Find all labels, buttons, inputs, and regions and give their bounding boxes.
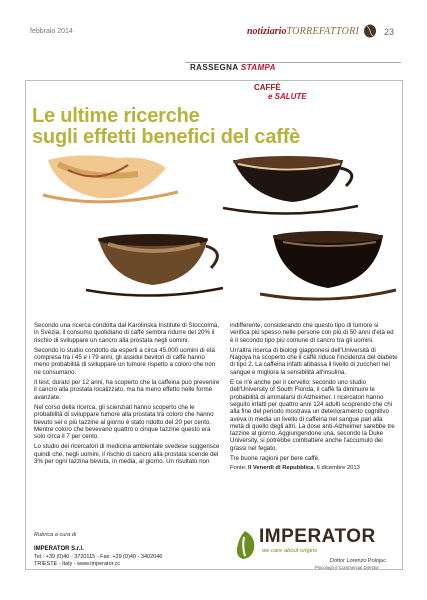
article-paragraph: Secondo lo studio condotto da esperti a circa 45.000 uomini di età compresa tra i 45 e i 79 anni, gli assidui bevitori di caffè hanno meno probabilità di sviluppare un tumore rispetto a coloro che non ne consumano. bbox=[34, 346, 216, 376]
newsletter-brand bbox=[247, 26, 359, 37]
rubrica-credit: Rubrica a cura di bbox=[34, 532, 77, 538]
cup-top-right bbox=[223, 156, 358, 214]
coffee-cups-illustration bbox=[28, 150, 400, 322]
source-prefix: Fonte: bbox=[230, 465, 249, 472]
section-label-stampa: STAMPA bbox=[240, 63, 276, 72]
source-date: , 6 dicembre 2013 bbox=[313, 465, 360, 472]
issue-date: febbraio 2014 bbox=[30, 28, 73, 35]
article-paragraph: Secondo una ricerca condotta dal Karolinska Institute di Stoccolma, in Svezia, il consumo quotidiano di caffè sembra ridurre del 20% il rischio di sviluppare un cancro alla prostata negli uomini. bbox=[34, 322, 220, 344]
imperator-leaf-icon bbox=[232, 529, 258, 561]
doctor-name: Dottor Lorenzo Polojac bbox=[330, 558, 386, 564]
cup-bottom-right bbox=[260, 231, 396, 299]
article-column-left bbox=[34, 322, 220, 468]
caffe-salute-logo bbox=[254, 83, 314, 107]
article-paragraph: indifferente, considerando che questo tipo di tumore si verifica più spesso nelle persone con più di 50 anni d'età ed è il secondo tipo più comune di cancro tra gli uomini. bbox=[230, 322, 394, 344]
article-source bbox=[230, 465, 398, 472]
article-title-line2: sugli effetti benefici del caffè bbox=[32, 126, 301, 148]
cup-bottom-left bbox=[86, 234, 223, 296]
brand-notiziario: notiziario bbox=[247, 26, 287, 37]
cup-top-left bbox=[43, 155, 178, 201]
article-column-right bbox=[230, 322, 398, 476]
imperator-logo-word: IMPERATOR bbox=[259, 526, 376, 547]
company-phone: Tel.: +39 (0)40 - 3720115 - Fax: +39 (0)40 - 3402046 bbox=[34, 554, 163, 560]
source-name: Il Venerdì di Repubblica bbox=[248, 465, 314, 472]
section-label bbox=[190, 63, 276, 72]
company-name: IMPERATOR S.r.l. bbox=[34, 546, 84, 552]
doctor-role: Psicologo e Commercial Director bbox=[315, 565, 379, 570]
article-paragraph: E ce n'è anche per il cervello: secondo uno studio dell'University of South Florida, il caffè fa diminuire le probabilità di ammalarsi di Alzheimer. I ricercatori hanno seguito infatti per quattro anni 124 adulti scoprendo che chi alla fine del periodo mostrava un deterioramento cognitivo aveva in media un livello di caffeina nel sangue pari alla metà di quello degli altri. La dose anti-Alzheimer sarebbe tre tazzine al giorno. Aggiungendone una, secondo la Duke University, si potrebbe combattere anche l'accumulo dei grassi nel fegato. bbox=[230, 379, 395, 452]
article-paragraph: Un'altra ricerca di biologi giapponesi dell'Università di Nagoya ha scoperto che il caffè riduce l'incidenza del diabete di tipo 2. La caffeina infatti abbassa il livello di zuccheri nel sangue e migliora la sensibilità all'insulina. bbox=[230, 346, 398, 376]
caffe-salute-line1: CAFFÈ bbox=[254, 83, 281, 92]
coffee-bean-icon bbox=[363, 24, 377, 38]
article-title bbox=[32, 106, 392, 148]
brand-torrefattori: TORREFATTORI bbox=[286, 26, 360, 37]
company-address: TRIESTE - Italy - www.imperator.cc bbox=[34, 561, 121, 567]
article-paragraph: Tre buone ragioni per bere caffè. bbox=[230, 455, 320, 463]
article-paragraph: Nel corso della ricerca, gli scienziati hanno scoperto che le probabilità di sviluppare tumore alla prostata tra coloro che hanno bevuto sei o più tazzine al giorno è stato ridotto del 20 per cento. Mentre coloro che bevevano quattro o cinque tazzine questo era solo circa il 7 per cento. bbox=[34, 403, 214, 441]
page-number: 23 bbox=[384, 27, 395, 37]
article-paragraph: Lo studio dei ricercatori di medicina ambientale svedese suggerisce quindi che, negli uomini, il rischio di cancro alla prostata scende del 3% per ogni tazzina bevuta, in media, al giorno. Un risultato non bbox=[34, 443, 220, 466]
section-label-rassegna: RASSEGNA bbox=[190, 63, 241, 72]
article-title-line1: Le ultime ricerche bbox=[32, 105, 200, 127]
article-paragraph: Il test, durato per 12 anni, ha scoperto che la caffeina può prevenire il cancro alla prostata localizzato, ma ha meno effetto nelle forme avanzate. bbox=[34, 379, 220, 401]
imperator-tagline: we care about origins bbox=[262, 548, 318, 554]
caffe-salute-line2: e SALUTE bbox=[268, 92, 307, 101]
